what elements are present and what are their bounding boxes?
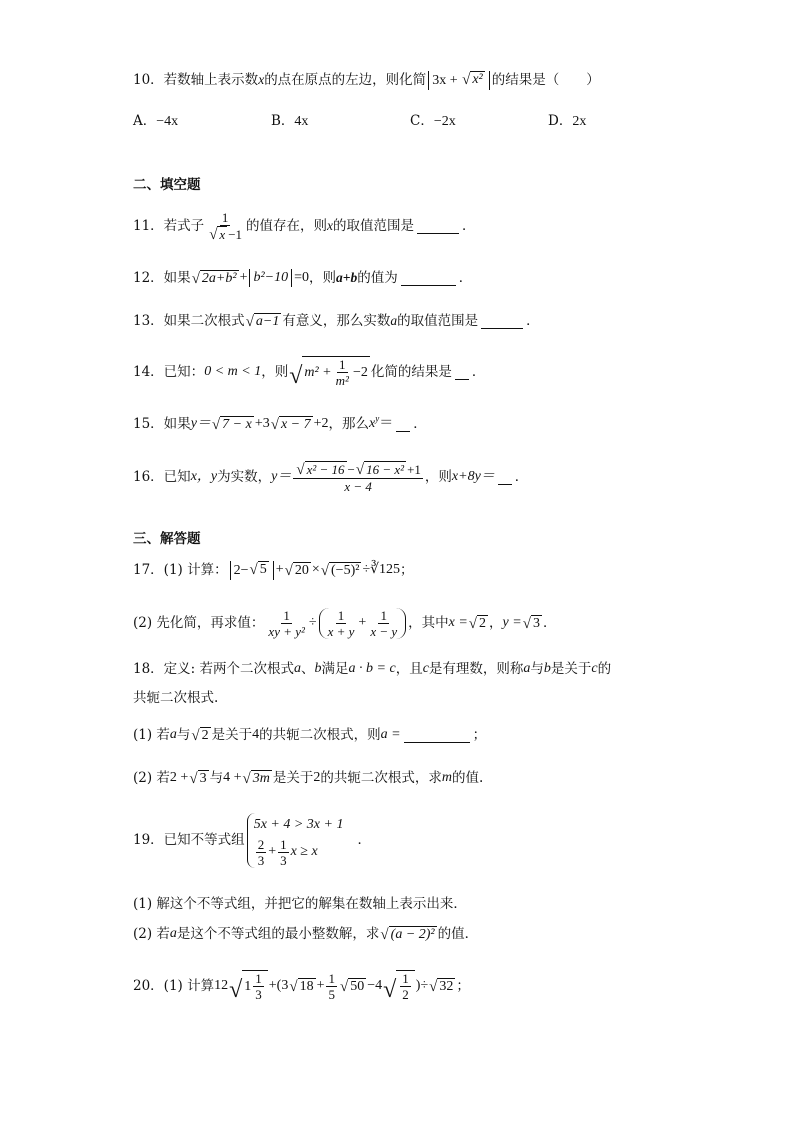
q17-sep: ， [489,615,503,631]
q12-suffix: 的值为 [357,270,398,286]
q20-close: )÷ [415,978,429,993]
q20-sqrt-18: √ 18 [289,978,314,995]
q18-m4: 是关于 [550,661,592,677]
q17-n1: 1 [337,607,345,623]
q18-p2-prefix: (2) 若 [133,770,170,786]
q20-c12: 12 [214,978,229,993]
q17-yr: 3 [532,615,540,631]
q15-sqrt-1: √ 7 − x [211,416,252,433]
q18-p1-suffix: 的共轭二次根式，则 [259,727,381,743]
q11-num: 1 [221,209,229,225]
q18-p1-rad: 2 [201,727,209,743]
q17-p1-prefix: 17．(1) 计算： [133,562,228,578]
q17-sqrt-sq: √ (−5)² [320,562,360,579]
q12-end: ． [458,270,473,286]
q17-num: 1 [283,607,290,623]
q16-prefix: 16．已知 [133,469,191,485]
q18-c: c [422,661,429,676]
q15-sqrt-2: √ x − 7 [270,416,311,433]
q20-r50: 50 [350,978,365,994]
q19-n1: 2 [257,836,265,852]
q18-sep: 、 [301,661,315,677]
q18-p1-prefix: (1) 若 [133,727,170,743]
q12-eq: =0 [294,270,310,285]
q17-p2-prefix: (2) 先化简，再求值： [133,615,265,631]
q17-p2-div: ÷ [308,615,317,630]
q10-option-d: D．2x [548,113,587,129]
q11-mid: 的值存在，则 [246,218,328,234]
q10-option-c: C．−2x [410,113,456,129]
q20-whole: 1 [244,978,252,994]
q13-suffix: 的取值范围是 [397,313,479,329]
q11-answer-blank[interactable] [417,219,459,234]
q10-plus: + [449,72,458,88]
q20-plus: +(3 [268,978,289,993]
q18-p1-a: a [169,727,177,742]
q14-sqrt: √ m² + $\frac{1}{\text{m²}}$ −2 [289,357,368,389]
question-18-part-2 [133,768,483,788]
q18-p1-four: 4 [252,727,260,742]
q20-fn: 1 [255,971,262,986]
q20-f3d: 2 [402,987,409,1002]
q18-m2: ，且 [395,661,423,677]
q18-p2-sqrt-1: √ 3 [189,770,207,787]
q18-line2: 共轭二次根式. [133,690,219,706]
section-2-title: 二、填空题 [133,177,201,193]
q17-rad-sq: (−5)² [331,562,360,578]
q17-d2: x − y [370,623,398,639]
q10-expr-a: 3x [432,72,447,88]
q12-prefix: 12．如果 [133,270,191,286]
q17-abs-rad: 5 [259,561,267,577]
q19-p2-prefix: (2) 若 [133,926,170,942]
q14-end: ． [471,364,486,380]
q14-suffix: 化简的结果是 [370,364,452,380]
q19-p2-rad: (a − 2)² [390,926,435,942]
q20-f3n: 1 [402,971,409,986]
q18-p1-answer-blank[interactable] [404,728,470,743]
q15-prefix: 15．如果 [133,416,191,432]
q19-p2-sqrt: √ (a − 2)² [380,926,435,943]
q17-sqrt-y: √ 3 [522,615,540,632]
q11-var: x [327,218,334,233]
q11-end: ． [462,218,476,234]
q18-m3: 是有理数，则称 [428,661,524,677]
q17-y: y = [502,615,522,630]
q17-p2-plus: + [358,615,367,630]
q16-xy: x，y [190,469,218,484]
q18-abc: a · b = c [348,661,396,676]
q18-p2-r2: 3m [252,770,270,786]
q16-den: x − 4 [344,478,372,494]
question-17-part-2 [133,601,556,645]
q18-p1-aeq: a = [380,727,401,742]
q15-plus2: +2 [313,416,329,431]
q20-r32: 32 [439,978,454,994]
q16-mid2: ，则 [424,469,452,485]
q14-mid: ，则 [261,364,289,380]
q18-p1-end: ； [472,727,487,743]
q12-ab: a+b [336,270,358,285]
q10-mid: 的点在原点的左边，则化简 [264,72,427,88]
q10-sqrt: √ x² [462,71,483,88]
q16-y-eq: y＝ [271,469,292,484]
q18-line1: 18．定义: 若两个二次根式 [133,661,295,677]
q19-ineq2-rest: x ≥ x [290,844,318,859]
question-13 [133,311,540,331]
q18-p2-m: m [441,770,452,785]
q18-p2-sqrt-2: √ 3m [242,770,270,787]
q20-f2n: 1 [328,970,335,986]
q20-frac-2 [326,971,337,1002]
q14-prefix: 14．已知： [133,364,205,380]
q18-p1-sqrt: √ 2 [191,727,209,744]
q17-d1: x + y [327,623,355,639]
q17-paren [319,608,407,639]
q10-prefix: 10．若数轴上表示数 [133,72,259,88]
q18-p2-r1: 3 [199,770,207,786]
q14-den: m² [335,373,349,388]
q18-a: a [294,661,302,676]
q18-c2: c [591,661,598,676]
q14-answer-blank[interactable] [455,365,469,380]
q18-p1-yu: 与 [176,727,191,743]
q15-y-eq: y＝ [190,416,211,431]
question-19-part-2 [133,924,478,944]
q20-minus4: −4 [367,978,383,993]
question-19-part-1: (1) 解这个不等式组，并把它的解集在数轴上表示出来． [133,896,467,912]
q10-suffix: 的结果是（ ） [491,72,600,88]
q18-p2-e1: 2 + [169,770,189,785]
q13-sqrt: √ a−1 [245,313,280,330]
q16-mid: 为实数， [217,469,272,485]
q15-answer-blank[interactable] [396,417,410,432]
q18-b: b [314,661,322,676]
q17-x: x = [448,615,468,630]
section-3-title: 三、解答题 [133,531,201,547]
q12-plus: + [239,270,248,285]
q17-xr: 2 [479,615,487,631]
q18-yu: 与 [530,661,544,677]
q19-n2: 1 [280,836,287,852]
q17-abs-a: 2− [233,562,249,578]
q15-rad2: x − 7 [280,416,311,432]
question-14 [133,352,485,392]
q18-a2: a [523,661,531,676]
q11-suffix: 的取值范围是 [333,218,415,234]
q18-p2-end: 的值. [451,770,484,786]
q20-sqrt-half: √ $\frac{1}{2}$ [383,970,415,1002]
q10-var: x [258,72,265,87]
q19-prefix: 19．已知不等式组 [133,832,245,848]
q12-answer-blank[interactable] [401,271,456,286]
q18-p2-suffix: 的共轭二次根式，求 [320,770,442,786]
question-17-part-1 [133,560,414,580]
q18-m5: 的 [597,661,612,677]
q20-plus2: + [316,978,325,993]
q16-expr: x+8y＝ [451,469,495,484]
q19-p2-end: 的值． [437,926,479,942]
q18-m1: 满足 [321,661,349,677]
q17-sqrt-20: √ 20 [284,562,309,579]
q17-plus: + [275,562,284,577]
q15-end: ． [413,416,427,432]
question-11 [133,208,476,244]
question-18-line-2 [133,688,218,708]
q17-abs: 2− √ 5 [230,561,274,580]
q20-sqrt-50: √ 50 [339,978,365,995]
q13-rad: a−1 [255,313,280,329]
q20-fd: 3 [255,987,262,1002]
q10-radicand: x² [472,71,483,87]
q14-rad-b: −2 [352,364,368,380]
q15-mid: ，那么 [328,416,370,432]
q17-p1-end: ； [400,562,414,578]
q16-answer-blank[interactable] [498,470,512,485]
q17-den: xy + y² [268,623,305,639]
q20-prefix: 20．(1) 计算 [133,978,215,994]
q19-d2: 3 [280,852,287,868]
q15-x: x [369,416,376,431]
q18-p2-two: 2 [313,770,321,785]
q17-sqrt-x: √ 2 [468,615,487,632]
question-18-part-1 [133,725,486,745]
q13-answer-blank[interactable] [481,314,523,329]
q12-rad: 2a+b² [201,270,237,286]
q17-p2-end: ． [542,615,557,631]
q16-num-plus: +1 [407,461,421,477]
q16-end: ． [514,469,529,485]
q10-option-a: A．−4x [133,113,179,129]
q15-rad1: 7 − x [222,416,252,432]
q16-num-minus: − [347,461,355,477]
q18-p2-yu: 与 [209,770,224,786]
q16-num-rad2: 16 − x² [366,461,405,477]
q17-div: ÷ [362,562,371,577]
q10-abs-expr [428,71,490,90]
q20-sqrt-32: √ 32 [429,978,454,995]
question-10 [133,70,600,90]
q12-abs: b²−10 [249,269,292,287]
q19-plus: + [268,844,277,859]
q17-rad20: 20 [294,562,309,578]
q11-den-rest: −1 [228,226,243,242]
q19-end: ． [357,832,371,848]
q18-b2: b [543,661,551,676]
q20-sqrt-mixed: √ 1 $\frac{1}{3}$ [229,970,268,1002]
question-12 [133,268,472,288]
q11-prefix: 11．若式子 [133,218,205,234]
q19-ineq1: 5x + 4 > 3x + 1 [253,816,344,832]
q20-end: ； [456,978,470,994]
q18-p2-e2: 4 + [223,770,242,785]
q15-eq: ＝ [379,416,394,431]
q16-fraction: √ x² − 16 − √ 16 − x² +1 x − 4 [293,461,423,494]
question-19 [133,805,371,875]
q14-cond: 0 < m < 1 [204,364,262,379]
q11-den-rad: x [219,226,226,242]
q14-num: 1 [339,357,346,372]
q19-p2-a: a [169,926,177,941]
q17-times: × [311,562,320,577]
q17-cbrt: ∛125 [370,562,401,577]
q18-p2-mid: 是关于 [272,770,314,786]
question-20 [133,966,470,1006]
q13-end: ． [526,313,540,329]
q14-rad-a: m² + [304,364,332,380]
q15-plus3: +3 [254,416,270,431]
q20-f2d: 5 [328,986,335,1002]
q20-r18: 18 [299,978,314,994]
q12-sqrt: √ 2a+b² [191,270,237,287]
q11-fraction: 1 √ x −1 [209,209,243,243]
q19-d1: 3 [257,852,265,868]
q13-var: a [390,313,398,328]
q16-num-rad1: x² − 16 [306,461,345,477]
q19-p2-mid: 是这个不等式组的最小整数解，求 [176,926,380,942]
question-15 [133,414,427,434]
q12-mid: ，则 [309,270,337,286]
q15-y-sup: y [375,413,380,424]
q17-p2-mid: ，其中 [408,615,449,631]
q13-prefix: 13．如果二次根式 [133,313,245,329]
question-16 [133,455,528,499]
q17-frac-1 [266,608,306,639]
q10-option-b: B．4x [271,113,309,129]
q19-system [247,813,344,868]
q18-p1-mid: 是关于 [211,727,253,743]
q13-mid: 有意义，那么实数 [282,313,391,329]
question-18-line-1 [133,659,611,679]
q17-n2: 1 [380,607,387,623]
